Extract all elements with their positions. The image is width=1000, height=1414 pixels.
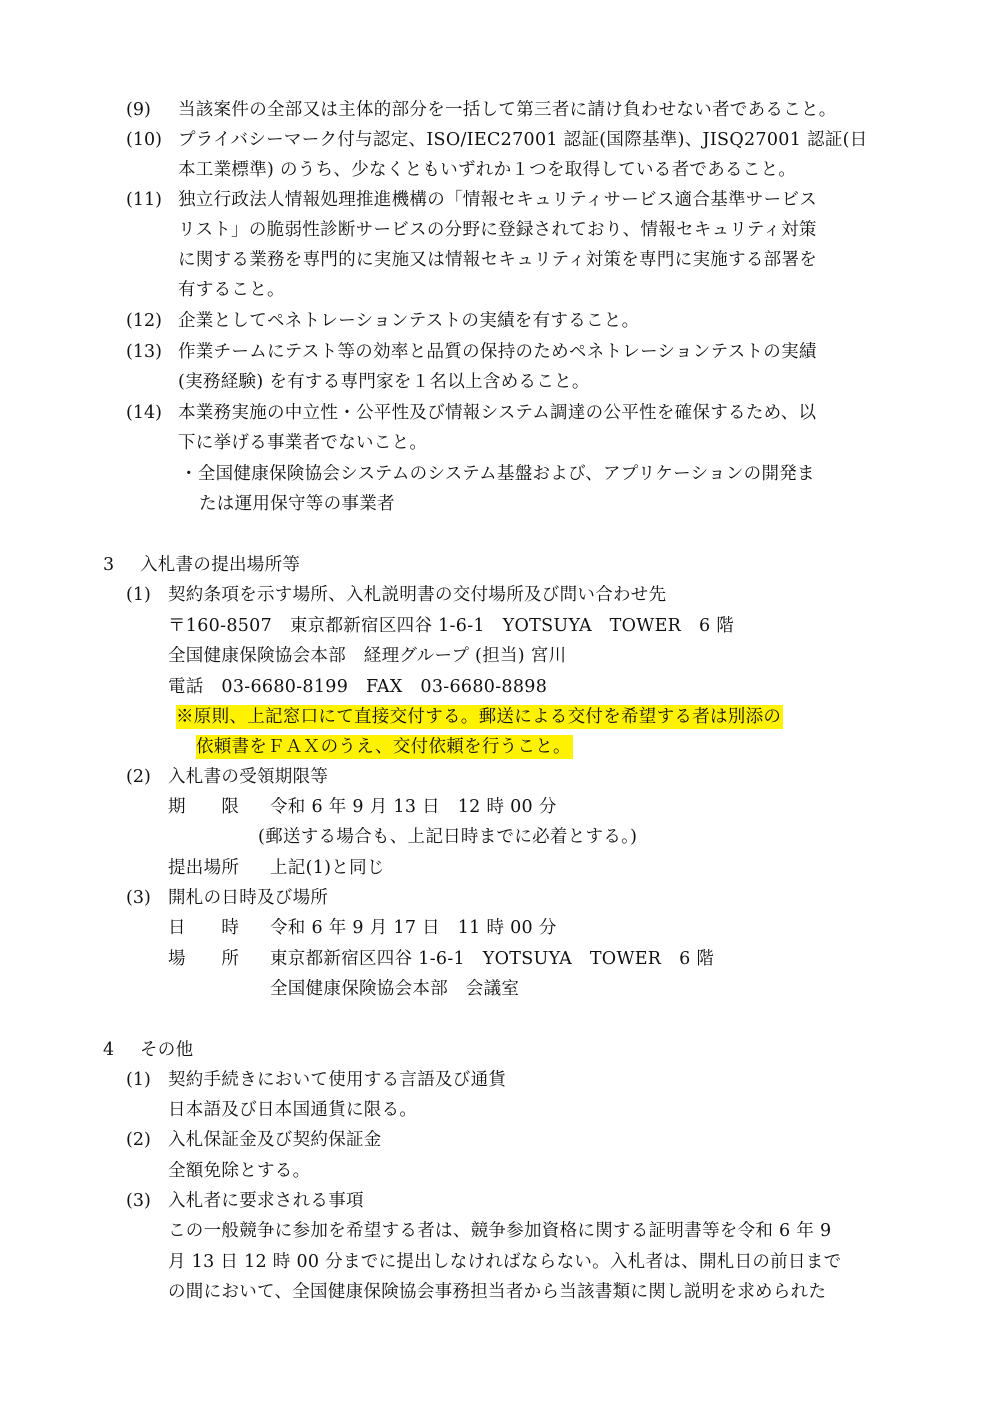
item-text: 作業チームにテスト等の効率と品質の保持のためペネトレーションテストの実績 xyxy=(178,342,817,362)
item-number: (9) xyxy=(126,100,151,120)
field-label: 日 時 xyxy=(168,918,240,938)
item-number: (13) xyxy=(126,342,162,362)
item-text: 企業としてペネトレーションテストの実績を有すること。 xyxy=(178,311,640,331)
address-text: 〒160-8507 東京都新宿区四谷 1-6-1 YOTSUYA TOWER 6 階 xyxy=(168,616,735,636)
item-body: 日本語及び日本国通貨に限る。 xyxy=(168,1100,418,1120)
section-number: 4 xyxy=(103,1040,115,1060)
item-text: 独立行政法人情報処理推進機構の「情報セキュリティサービス適合基準サービス xyxy=(178,190,818,210)
section-heading: その他 xyxy=(140,1040,194,1060)
item-text: (実務経験) を有する専門家を１名以上含めること。 xyxy=(178,372,590,392)
item-text: に関する業務を専門的に実施又は情報セキュリティ対策を専門に実施する部署を xyxy=(178,250,818,270)
highlighted-note: 依頼書をＦＡＸのうえ、交付依頼を行うこと。 xyxy=(196,737,571,757)
item-number: (3) xyxy=(126,1191,151,1211)
item-number: (3) xyxy=(126,888,151,908)
field-value: 東京都新宿区四谷 1-6-1 YOTSUYA TOWER 6 階 xyxy=(270,949,715,969)
item-number: (11) xyxy=(126,190,162,210)
item-number: (14) xyxy=(126,403,162,423)
field-label: 場 所 xyxy=(168,949,240,969)
field-label: 期 限 xyxy=(168,797,240,817)
item-body: この一般競争に参加を希望する者は、競争参加資格に関する証明書等を令和 6 年 9 xyxy=(168,1221,832,1241)
highlighted-note-line xyxy=(196,732,573,762)
item-title: 契約手続きにおいて使用する言語及び通貨 xyxy=(168,1070,507,1090)
item-title: 入札者に要求される事項 xyxy=(168,1191,364,1211)
item-text: リスト」の脆弱性診断サービスの分野に登録されており、情報セキュリティ対策 xyxy=(178,220,817,240)
item-text: 当該案件の全部又は主体的部分を一括して第三者に請け負わせない者であること。 xyxy=(178,100,837,120)
field-value: 全国健康保険協会本部 会議室 xyxy=(270,979,520,999)
item-number: (10) xyxy=(126,130,162,150)
item-title: 契約条項を示す場所、入札説明書の交付場所及び問い合わせ先 xyxy=(168,585,667,605)
item-number: (2) xyxy=(126,1130,151,1150)
item-number: (2) xyxy=(126,767,151,787)
item-title: 開札の日時及び場所 xyxy=(168,888,329,908)
item-body: の間において、全国健康保険協会事務担当者から当該書類に関し説明を求められた xyxy=(168,1282,827,1302)
field-value: 令和 6 年 9 月 13 日 12 時 00 分 xyxy=(270,797,557,817)
item-text: 本業務実施の中立性・公平性及び情報システム調達の公平性を確保するため、以 xyxy=(178,403,817,423)
item-number: (1) xyxy=(126,1070,151,1090)
contact-org: 全国健康保険協会本部 経理グループ (担当) 宮川 xyxy=(168,646,567,666)
item-text: 下に挙げる事業者でないこと。 xyxy=(178,433,428,453)
bullet-text: ・全国健康保険協会システムのシステム基盤および、アプリケーションの開発ま xyxy=(180,464,815,484)
highlighted-note: ※原則、上記窓口にて直接交付する。郵送による交付を希望する者は別添の xyxy=(176,707,782,727)
item-text: 有すること。 xyxy=(178,280,285,300)
section-number: 3 xyxy=(103,555,115,575)
field-label: 提出場所 xyxy=(168,858,240,878)
item-title: 入札保証金及び契約保証金 xyxy=(168,1130,382,1150)
field-value: 令和 6 年 9 月 17 日 11 時 00 分 xyxy=(270,918,557,938)
field-value: 上記(1)と同じ xyxy=(270,858,385,878)
field-note: (郵送する場合も、上記日時までに必着とする。) xyxy=(258,827,638,847)
item-text: プライバシーマーク付与認定、ISO/IEC27001 認証(国際基準)、JISQ27001 認証(日 xyxy=(178,130,868,150)
item-title: 入札書の受領期限等 xyxy=(168,767,329,787)
item-body: 全額免除とする。 xyxy=(168,1161,311,1181)
item-number: (1) xyxy=(126,585,151,605)
contact-phone-fax: 電話 03-6680-8199 FAX 03-6680-8898 xyxy=(168,677,548,697)
bullet-text: たは運用保守等の事業者 xyxy=(199,494,395,514)
item-text: 本工業標準) のうち、少なくともいずれか１つを取得している者であること。 xyxy=(178,160,797,180)
section-heading: 入札書の提出場所等 xyxy=(140,555,301,575)
highlighted-note-line xyxy=(176,702,783,732)
item-body: 月 13 日 12 時 00 分までに提出しなければならない。入札者は、開札日の前日まで xyxy=(168,1252,842,1272)
item-number: (12) xyxy=(126,311,162,331)
